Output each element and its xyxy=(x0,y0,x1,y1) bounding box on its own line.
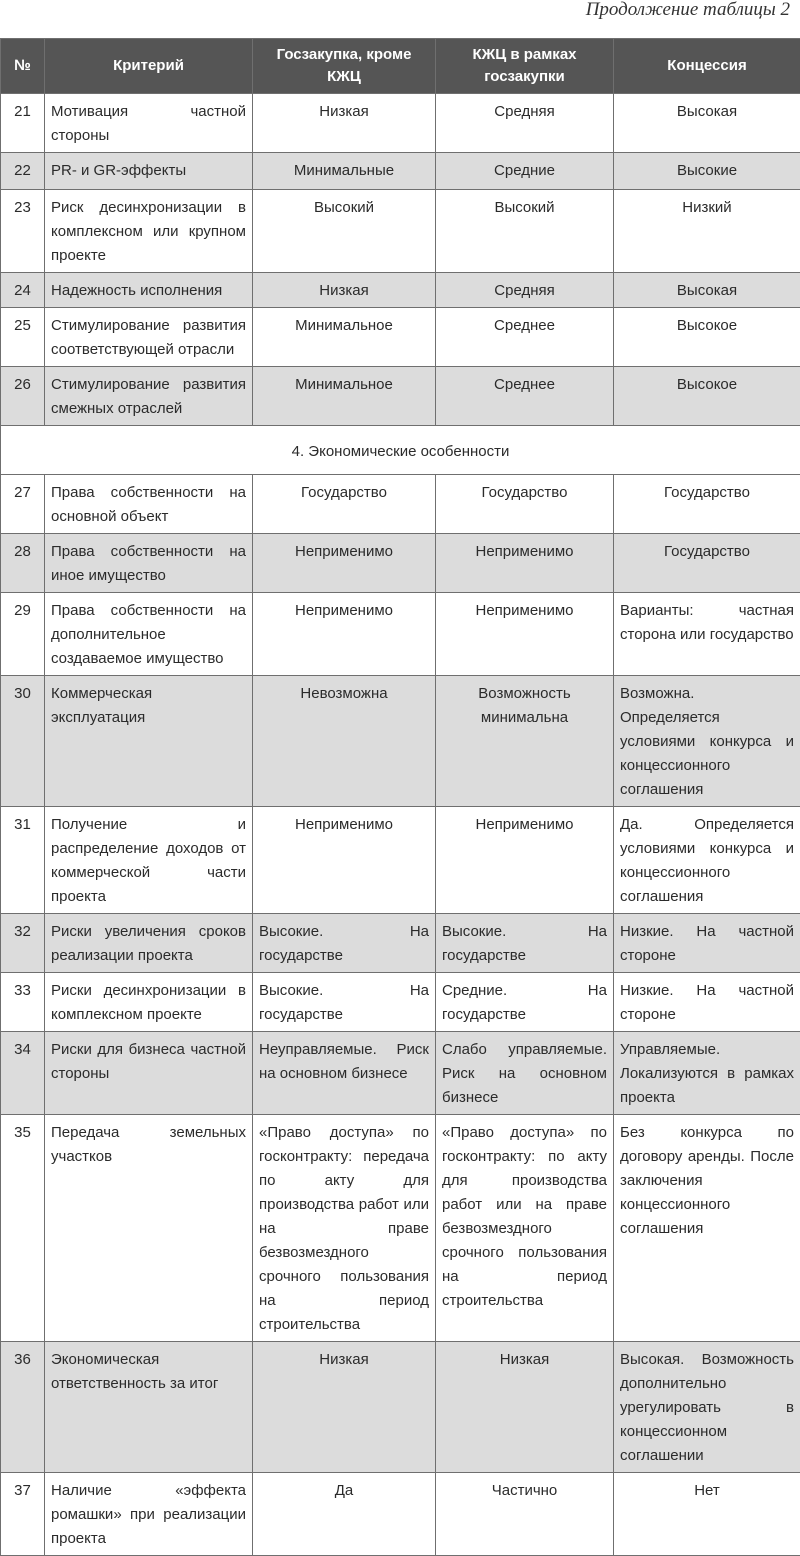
row-gov-procurement: Высокие. На государстве xyxy=(253,914,436,973)
row-lcc-procurement: Низкая xyxy=(436,1342,614,1473)
row-lcc-procurement: Слабо управляемые. Риск на основном бизнесе xyxy=(436,1032,614,1115)
header-concession: Концессия xyxy=(614,39,800,94)
row-number: 22 xyxy=(1,153,45,190)
row-concession: Низкие. На частной стороне xyxy=(614,973,800,1032)
row-criterion: Права собственности на дополнительное создаваемое имущество xyxy=(45,593,253,676)
table-continuation-caption: Продолжение таблицы 2 xyxy=(586,0,790,26)
row-gov-procurement: Неприменимо xyxy=(253,807,436,914)
table-row xyxy=(1,593,800,676)
table-row xyxy=(1,367,800,426)
table-row xyxy=(1,1032,800,1115)
row-concession: Управляемые. Локализуются в рамках проекта xyxy=(614,1032,800,1115)
row-number: 23 xyxy=(1,190,45,273)
row-criterion: Риск десинхронизации в комплексном или крупном проекте xyxy=(45,190,253,273)
table-row xyxy=(1,153,800,190)
row-number: 25 xyxy=(1,308,45,367)
row-number: 32 xyxy=(1,914,45,973)
row-criterion: Передача земельных участков xyxy=(45,1115,253,1342)
table-row xyxy=(1,676,800,807)
row-number: 29 xyxy=(1,593,45,676)
row-criterion: Надежность исполнения xyxy=(45,273,253,308)
row-lcc-procurement: Средние. На государстве xyxy=(436,973,614,1032)
row-criterion: Стимулирование развития смежных отраслей xyxy=(45,367,253,426)
row-criterion: Права собственности на основной объект xyxy=(45,475,253,534)
row-lcc-procurement: Неприменимо xyxy=(436,534,614,593)
row-number: 26 xyxy=(1,367,45,426)
row-lcc-procurement: Средние xyxy=(436,153,614,190)
row-gov-procurement: Высокий xyxy=(253,190,436,273)
row-gov-procurement: Неприменимо xyxy=(253,534,436,593)
row-lcc-procurement: Среднее xyxy=(436,367,614,426)
row-criterion: Риски для бизнеса частной стороны xyxy=(45,1032,253,1115)
row-lcc-procurement: Неприменимо xyxy=(436,807,614,914)
row-gov-procurement: «Право доступа» по госконтракту: передача по акту для производства работ или на праве безвозмездного срочного пользования на период строительства xyxy=(253,1115,436,1342)
table-row xyxy=(1,475,800,534)
table-row xyxy=(1,308,800,367)
row-lcc-procurement: Средняя xyxy=(436,94,614,153)
row-gov-procurement: Минимальное xyxy=(253,308,436,367)
row-gov-procurement: Низкая xyxy=(253,273,436,308)
row-criterion: Экономическая ответственность за итог xyxy=(45,1342,253,1473)
row-concession: Высокая xyxy=(614,94,800,153)
row-criterion: Получение и распределение доходов от коммерческой части проекта xyxy=(45,807,253,914)
table-row xyxy=(1,1473,800,1556)
row-number: 21 xyxy=(1,94,45,153)
row-criterion: Мотивация частной стороны xyxy=(45,94,253,153)
row-concession: Низкий xyxy=(614,190,800,273)
row-lcc-procurement: Государство xyxy=(436,475,614,534)
comparison-table xyxy=(0,38,800,1556)
row-lcc-procurement: Среднее xyxy=(436,308,614,367)
row-concession: Низкие. На частной стороне xyxy=(614,914,800,973)
row-concession: Варианты: частная сторона или государство xyxy=(614,593,800,676)
row-concession: Государство xyxy=(614,475,800,534)
row-concession: Высокая xyxy=(614,273,800,308)
section-header-row xyxy=(1,426,800,475)
table-row xyxy=(1,273,800,308)
row-concession: Государство xyxy=(614,534,800,593)
row-number: 30 xyxy=(1,676,45,807)
row-gov-procurement: Невозможна xyxy=(253,676,436,807)
row-criterion: Стимулирование развития соответствующей отрасли xyxy=(45,308,253,367)
row-lcc-procurement: Неприменимо xyxy=(436,593,614,676)
section-title: 4. Экономические особенности xyxy=(1,426,800,475)
row-number: 31 xyxy=(1,807,45,914)
row-criterion: Риски десинхронизации в комплексном проекте xyxy=(45,973,253,1032)
row-lcc-procurement: «Право доступа» по госконтракту: по акту для производства работ или на праве безвозмездного срочного пользования на период строительства xyxy=(436,1115,614,1342)
row-gov-procurement: Минимальное xyxy=(253,367,436,426)
row-number: 35 xyxy=(1,1115,45,1342)
table-header-row xyxy=(1,39,800,94)
header-lcc-procurement: КЖЦ в рамках госзакупки xyxy=(436,39,614,94)
header-number: № xyxy=(1,39,45,94)
row-lcc-procurement: Возможность минимальна xyxy=(436,676,614,807)
row-gov-procurement: Низкая xyxy=(253,1342,436,1473)
row-lcc-procurement: Средняя xyxy=(436,273,614,308)
row-gov-procurement: Минимальные xyxy=(253,153,436,190)
row-gov-procurement: Неприменимо xyxy=(253,593,436,676)
row-gov-procurement: Неуправляемые. Риск на основном бизнесе xyxy=(253,1032,436,1115)
row-concession: Возможна. Определяется условиями конкурса и концессионного соглашения xyxy=(614,676,800,807)
row-number: 34 xyxy=(1,1032,45,1115)
table-row xyxy=(1,914,800,973)
row-concession: Высокие xyxy=(614,153,800,190)
row-number: 27 xyxy=(1,475,45,534)
row-criterion: PR- и GR-эффекты xyxy=(45,153,253,190)
row-lcc-procurement: Высокий xyxy=(436,190,614,273)
table-row xyxy=(1,534,800,593)
row-criterion: Риски увеличения сроков реализации проекта xyxy=(45,914,253,973)
row-number: 37 xyxy=(1,1473,45,1556)
row-number: 36 xyxy=(1,1342,45,1473)
table-row xyxy=(1,807,800,914)
row-criterion: Наличие «эффекта ромашки» при реализации проекта xyxy=(45,1473,253,1556)
table-row xyxy=(1,190,800,273)
row-number: 33 xyxy=(1,973,45,1032)
row-gov-procurement: Да xyxy=(253,1473,436,1556)
row-concession: Без конкурса по договору аренды. После заключения концессионного соглашения xyxy=(614,1115,800,1342)
row-concession: Высокое xyxy=(614,308,800,367)
row-criterion: Коммерческая эксплуатация xyxy=(45,676,253,807)
header-criterion: Критерий xyxy=(45,39,253,94)
row-concession: Да. Определяется условиями конкурса и концессионного соглашения xyxy=(614,807,800,914)
table-row xyxy=(1,94,800,153)
row-lcc-procurement: Высокие. На государстве xyxy=(436,914,614,973)
row-criterion: Права собственности на иное имущество xyxy=(45,534,253,593)
header-gov-procurement: Госзакупка, кроме КЖЦ xyxy=(253,39,436,94)
row-gov-procurement: Государство xyxy=(253,475,436,534)
table-row xyxy=(1,1342,800,1473)
row-number: 24 xyxy=(1,273,45,308)
row-concession: Высокое xyxy=(614,367,800,426)
table-row xyxy=(1,1115,800,1342)
table-row xyxy=(1,973,800,1032)
row-concession: Высокая. Возможность дополнительно урегулировать в концессионном соглашении xyxy=(614,1342,800,1473)
row-lcc-procurement: Частично xyxy=(436,1473,614,1556)
row-number: 28 xyxy=(1,534,45,593)
row-gov-procurement: Низкая xyxy=(253,94,436,153)
row-gov-procurement: Высокие. На государстве xyxy=(253,973,436,1032)
row-concession: Нет xyxy=(614,1473,800,1556)
